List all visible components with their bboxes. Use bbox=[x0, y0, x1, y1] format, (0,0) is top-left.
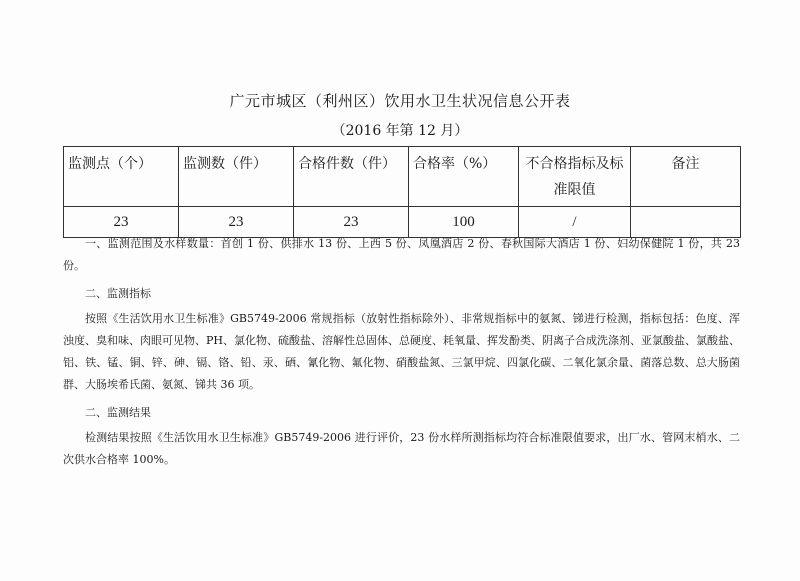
header-qualified-rate: 合格率（%） bbox=[409, 147, 519, 207]
document-subtitle: （2016 年第 12 月） bbox=[331, 123, 469, 139]
header-unqualified-limits: 不合格指标及标准限值 bbox=[519, 147, 631, 207]
table-header-row bbox=[64, 147, 741, 207]
header-qualified-count: 合格件数（件） bbox=[294, 147, 409, 207]
header-monitoring-points: 监测点（个） bbox=[64, 147, 179, 207]
cell-qualified-rate: 100 bbox=[409, 207, 519, 238]
info-table bbox=[63, 146, 741, 238]
cell-monitoring-points: 23 bbox=[64, 207, 179, 238]
header-monitoring-count: 监测数（件） bbox=[179, 147, 294, 207]
indicators-paragraph: 按照《生活饮用水卫生标准》GB5749-2006 常规指标（放射性指标除外）、非常规指标中的氨氮、锑进行检测，指标包括：色度、浑浊度、臭和味、肉眼可见物、PH、氯化物、硫酸盐、溶解性总固体、总硬度、耗氧量、挥发酚类、阴离子合成洗涤剂、亚氯酸盐、氯酸盐、铝、铁、锰、铜、锌、砷、镉、铬、铅、汞、硒、氰化物、氟化物、硝酸盐氮、三氯甲烷、四氯化碳、二氧化氯余量、菌落总数、总大肠菌群、大肠埃希氏菌、氨氮、锑共 36 项。 bbox=[63, 312, 740, 391]
cell-qualified-count: 23 bbox=[294, 207, 409, 238]
results-paragraph: 检测结果按照《生活饮用水卫生标准》GB5749-2006 进行评价，23 份水样所测指标均符合标准限值要求，出厂水、管网末梢水、二次供水合格率 100%。 bbox=[63, 431, 740, 466]
document-title: 广元市城区（利州区）饮用水卫生状况信息公开表 bbox=[229, 92, 571, 110]
cell-unqualified-limits: / bbox=[519, 207, 631, 238]
cell-monitoring-count: 23 bbox=[179, 207, 294, 238]
scope-paragraph: 一、监测范围及水样数量：首创 1 份、供排水 13 份、上西 5 份、凤凰酒店 2 份、春秋国际大酒店 1 份、妇幼保健院 1 份，共 23 份。 bbox=[63, 237, 740, 272]
results-heading: 二、监测结果 bbox=[85, 406, 151, 419]
body-text bbox=[63, 233, 740, 471]
header-remarks: 备注 bbox=[631, 147, 741, 207]
indicators-heading: 二、监测指标 bbox=[85, 287, 151, 300]
